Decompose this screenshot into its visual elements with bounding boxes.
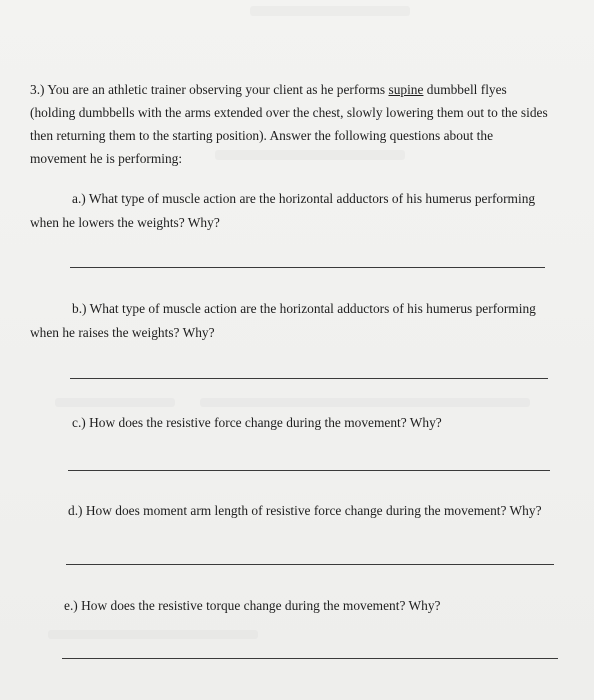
question-label: c.) (72, 415, 86, 430)
answer-line-c[interactable] (68, 470, 550, 471)
question-e (64, 594, 574, 618)
question-a (30, 187, 550, 235)
answer-line-a[interactable] (70, 267, 545, 268)
question-label: e.) (64, 598, 78, 613)
question-text: What type of muscle action are the horizontal adductors of his humerus performing when he lowers the weights? Why? (30, 191, 536, 230)
question-d (68, 499, 578, 523)
underlined-term: supine (388, 82, 424, 97)
show-through-mark (250, 6, 410, 16)
show-through-mark (48, 630, 258, 639)
intro-text: You are an athletic trainer observing your client as he performs supine dumbbell flyes (holding dumbbells with the arms extended over the chest, slowly lowering them out to the sides then returning them to the starting position). Answer the following questions about the movement he is performing: (30, 82, 548, 166)
question-text: How does moment arm length of resistive force change during the movement? Why? (85, 503, 542, 518)
question-text: How does the resistive force change during the movement? Why? (89, 415, 442, 430)
answer-line-b[interactable] (70, 378, 548, 379)
question-text: How does the resistive torque change during the movement? Why? (81, 598, 441, 613)
question-label: a.) (72, 191, 86, 206)
question-number: 3.) (30, 82, 45, 97)
question-c (72, 411, 572, 435)
question-label: b.) (72, 301, 87, 316)
show-through-mark (200, 398, 530, 407)
question-b (30, 297, 550, 345)
question-text: What type of muscle action are the horizontal adductors of his humerus performing when he raises the weights? Why? (30, 301, 536, 340)
show-through-mark (55, 398, 175, 407)
answer-line-e[interactable] (62, 658, 558, 659)
answer-line-d[interactable] (66, 564, 554, 565)
question-intro (30, 78, 550, 170)
question-label: d.) (68, 503, 83, 518)
